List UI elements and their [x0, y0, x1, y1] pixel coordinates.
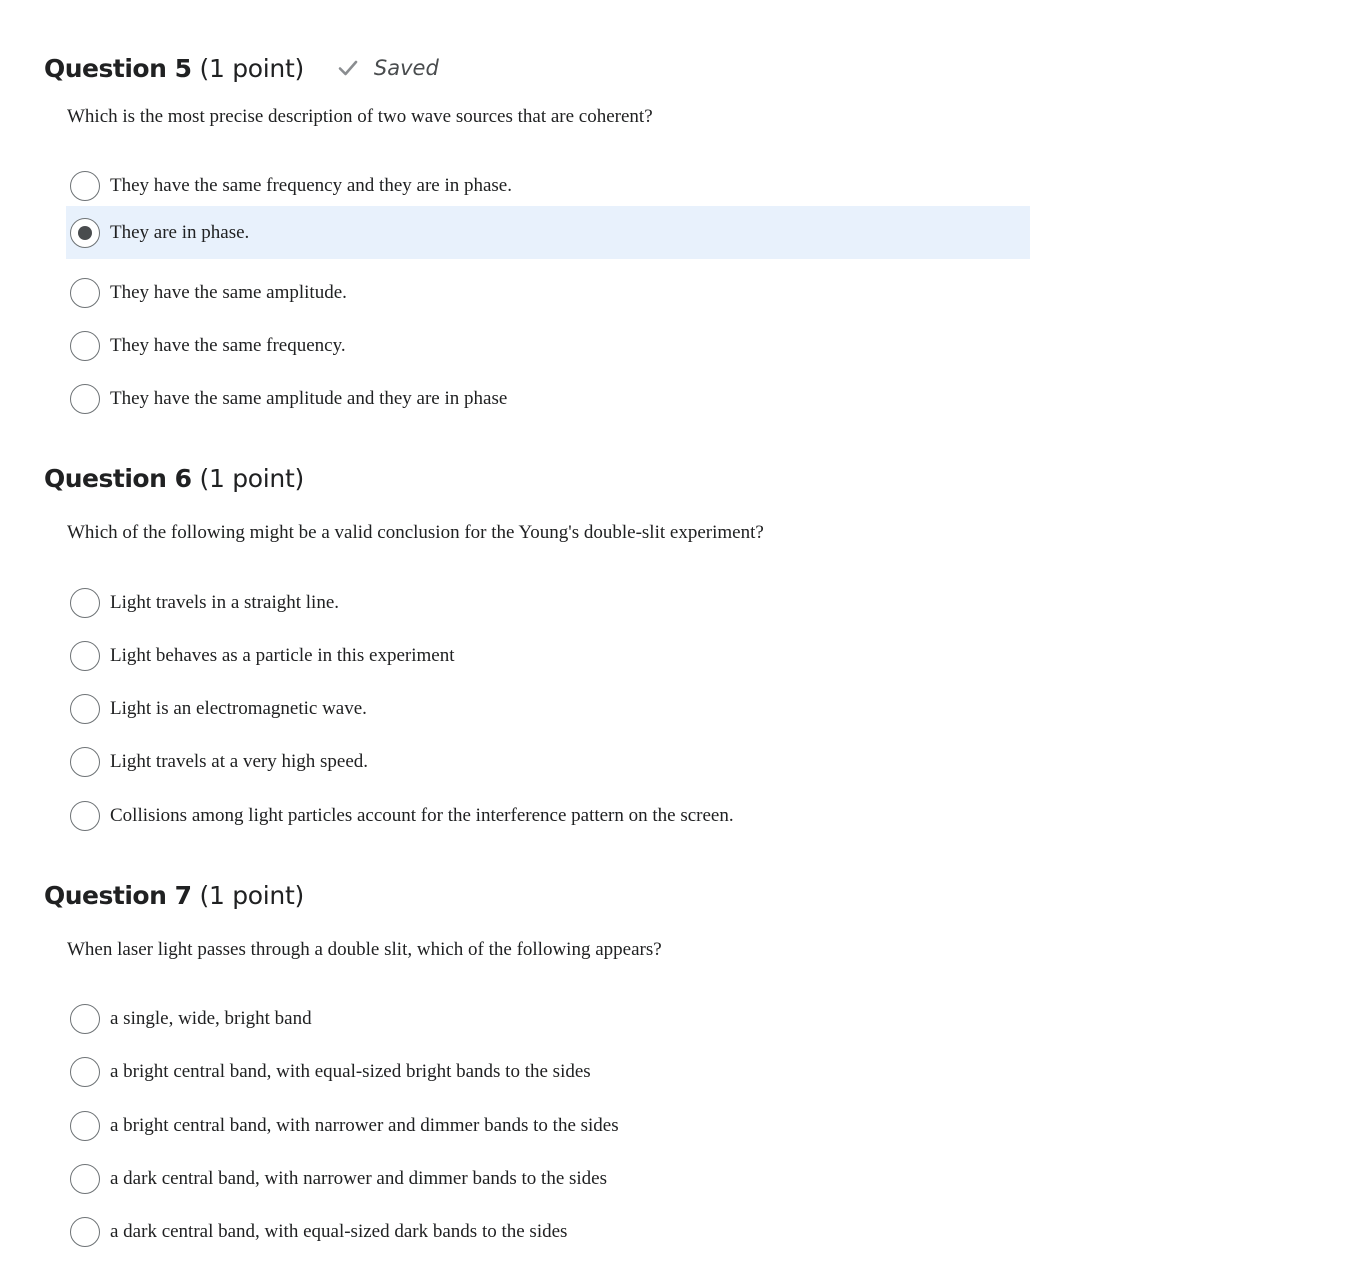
answer-option[interactable] — [66, 159, 1030, 212]
question-text: Which of the following might be a valid conclusion for the Young's double-slit experiment? — [67, 522, 764, 543]
answer-label: Light travels in a straight line. — [110, 591, 340, 613]
question-header — [44, 48, 439, 88]
question-header — [44, 875, 304, 915]
radio-button[interactable] — [70, 1111, 100, 1141]
question-text: When laser light passes through a double slit, which of the following appears? — [67, 939, 662, 960]
radio-dot — [78, 226, 92, 240]
radio-button[interactable] — [70, 747, 100, 777]
answer-label: They have the same amplitude and they are in phase — [110, 387, 508, 409]
checkmark-icon — [338, 60, 358, 76]
radio-button[interactable] — [70, 1217, 100, 1247]
radio-button[interactable] — [70, 171, 100, 201]
radio-button[interactable] — [70, 384, 100, 414]
answer-label: They have the same amplitude. — [110, 281, 347, 303]
answer-label: They have the same frequency and they are in phase. — [110, 174, 512, 196]
answer-option[interactable] — [66, 682, 1030, 735]
radio-button[interactable] — [70, 1004, 100, 1034]
question-text: Which is the most precise description of two wave sources that are coherent? — [67, 106, 653, 127]
answer-label: a single, wide, bright band — [110, 1007, 312, 1029]
radio-button-checked[interactable] — [70, 218, 100, 248]
question-title: Question 6 — [44, 463, 192, 493]
radio-button[interactable] — [70, 588, 100, 618]
answer-option[interactable] — [66, 1152, 1030, 1205]
radio-button[interactable] — [70, 331, 100, 361]
answer-label: Collisions among light particles account for the interference pattern on the screen. — [110, 804, 734, 826]
question-points: (1 point) — [199, 53, 304, 83]
radio-button[interactable] — [70, 694, 100, 724]
answer-option[interactable] — [66, 576, 1030, 629]
answer-option[interactable] — [66, 992, 1030, 1045]
question-header — [44, 458, 304, 498]
saved-status — [338, 56, 439, 80]
answer-label: They have the same frequency. — [110, 334, 346, 356]
answer-option[interactable] — [66, 1045, 1030, 1098]
answer-option[interactable] — [66, 319, 1030, 372]
answer-option[interactable] — [66, 1099, 1030, 1152]
radio-button[interactable] — [70, 278, 100, 308]
radio-button[interactable] — [70, 641, 100, 671]
answer-option-selected[interactable] — [66, 206, 1030, 259]
answer-option[interactable] — [66, 789, 1030, 842]
answer-label: a bright central band, with narrower and dimmer bands to the sides — [110, 1114, 619, 1136]
answer-label: a dark central band, with narrower and dimmer bands to the sides — [110, 1167, 608, 1189]
answer-label: Light travels at a very high speed. — [110, 750, 369, 772]
question-points: (1 point) — [199, 463, 304, 493]
question-title: Question 7 — [44, 880, 192, 910]
radio-button[interactable] — [70, 1057, 100, 1087]
answer-label: Light behaves as a particle in this experiment — [110, 644, 455, 666]
answer-option[interactable] — [66, 1205, 1030, 1258]
answer-label: a dark central band, with equal-sized dark bands to the sides — [110, 1220, 568, 1242]
answer-option[interactable] — [66, 629, 1030, 682]
answer-label: Light is an electromagnetic wave. — [110, 697, 367, 719]
radio-button[interactable] — [70, 801, 100, 831]
question-title: Question 5 — [44, 53, 192, 83]
answer-label: a bright central band, with equal-sized bright bands to the sides — [110, 1060, 591, 1082]
answer-option[interactable] — [66, 266, 1030, 319]
radio-button[interactable] — [70, 1164, 100, 1194]
question-points: (1 point) — [199, 880, 304, 910]
saved-label: Saved — [373, 56, 439, 80]
answer-label: They are in phase. — [110, 221, 250, 243]
answer-option[interactable] — [66, 372, 1030, 425]
answer-option[interactable] — [66, 735, 1030, 788]
